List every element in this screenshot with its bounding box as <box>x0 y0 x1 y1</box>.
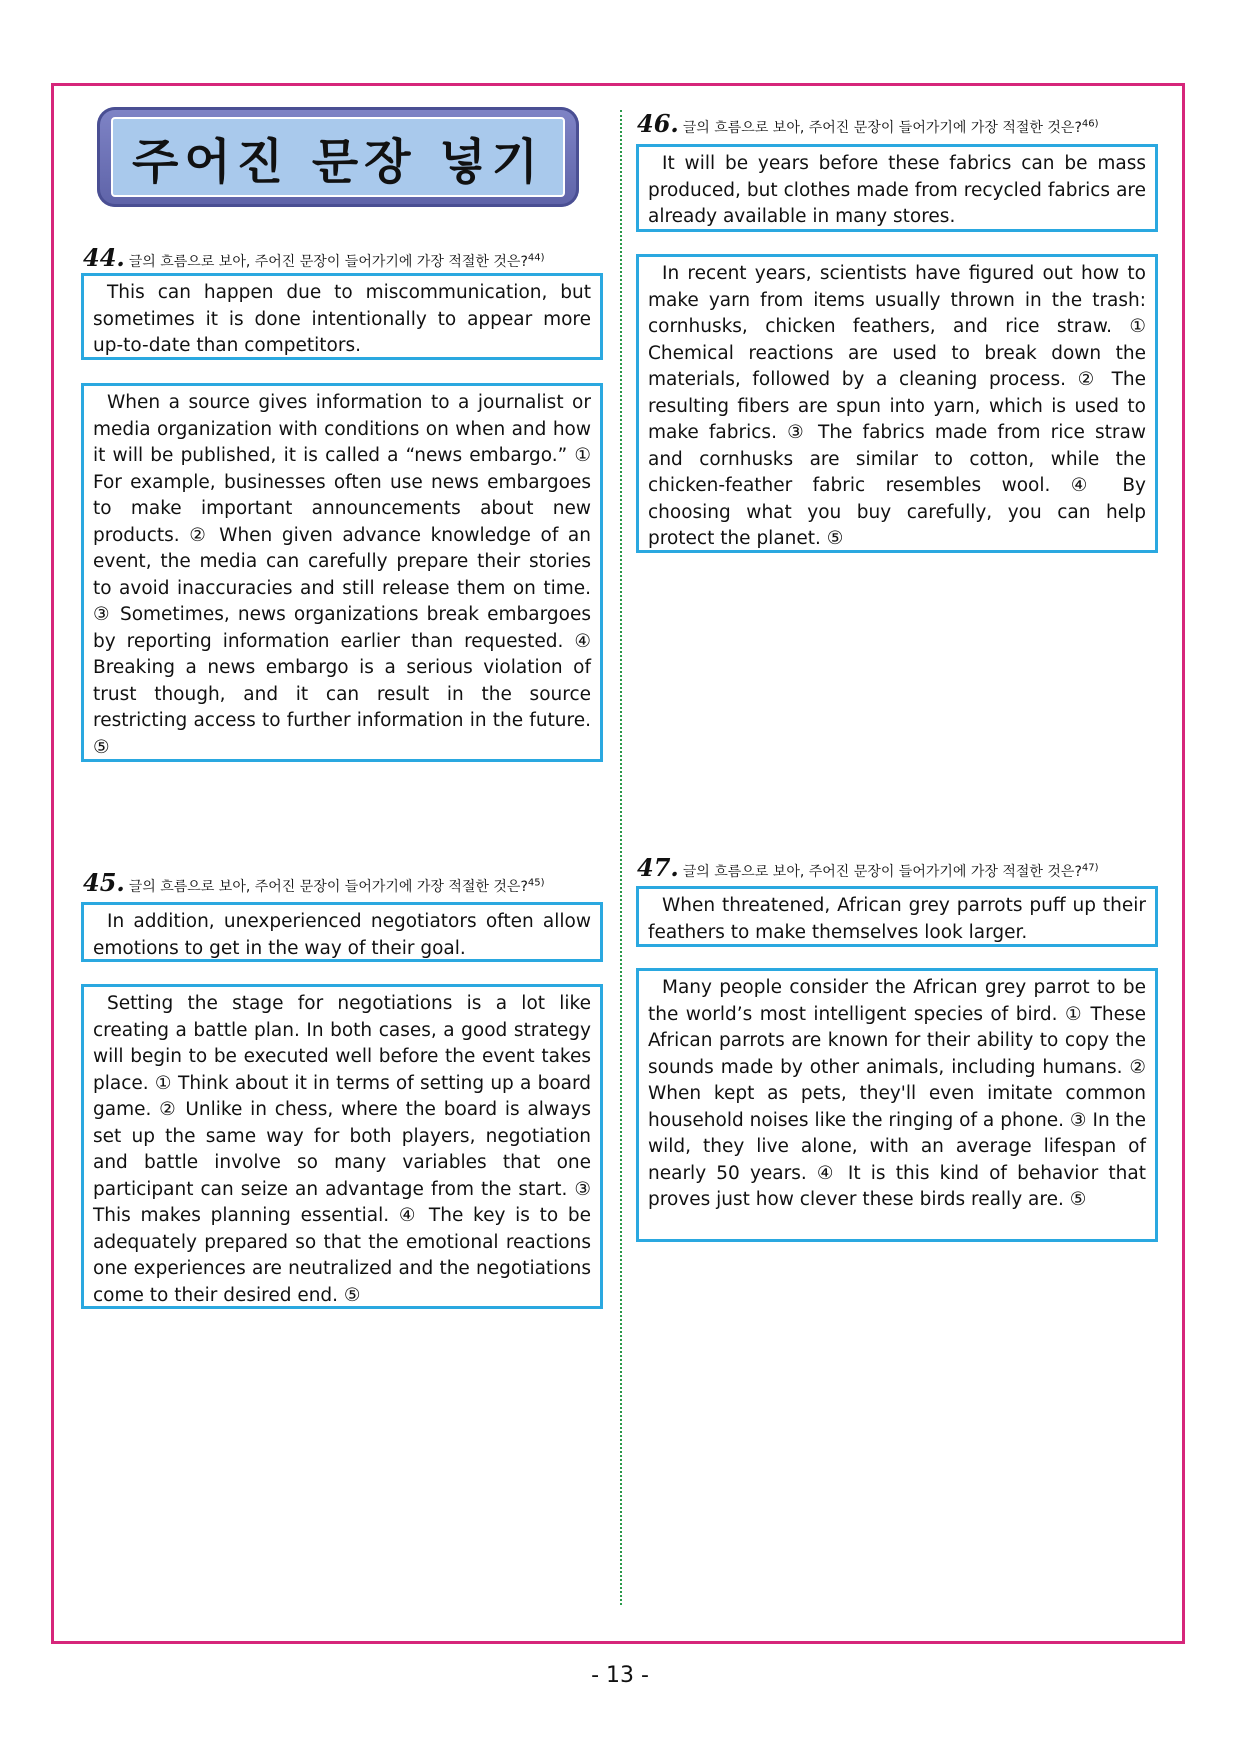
question-reference: 47) <box>1081 862 1099 874</box>
question-instruction: 글의 흐름으로 보아, 주어진 문장이 들어가기에 가장 적절한 것은? <box>128 254 528 270</box>
question-instruction: 글의 흐름으로 보아, 주어진 문장이 들어가기에 가장 적절한 것은? <box>682 120 1082 136</box>
question-number: 44. <box>83 243 125 272</box>
question-45-heading <box>83 868 545 897</box>
question-46-given-sentence: It will be years before these fabrics can be mass produced, but clothes made from recycled fabrics are already available in many stores. <box>636 144 1158 232</box>
question-46-passage: In recent years, scientists have figured out how to make yarn from items usually thrown in the trash: cornhusks, chicken feathers, and rice straw. ① Chemical reactions are used to break down the materials, followed by a cleaning process. ② The resulting fibers are spun into yarn, which is used to make fabrics. ③ The fabrics made from rice straw and cornhusks are similar to cotton, while the chicken-feather fabric resembles wool. ④ By choosing what you buy carefully, you can help protect the planet. ⑤ <box>636 254 1158 553</box>
question-44-heading <box>83 243 545 272</box>
question-45-passage: Setting the stage for negotiations is a lot like creating a battle plan. In both cases, a good strategy will begin to be executed well before the event takes place. ① Think about it in terms of setting up a board game. ② Unlike in chess, where the board is always set up the same way for both players, negotiation and battle involve so many variables that one participant can seize an advantage from the start. ③ This makes planning essential. ④ The key is to be adequately prepared so that the emotional reactions one experiences are neutralized and the negotiations come to their desired end. ⑤ <box>81 984 603 1309</box>
question-47-passage: Many people consider the African grey parrot to be the world’s most intelligent species of bird. ① These African parrots are known for their ability to copy the sounds made by other animals, including humans. ② When kept as pets, they'll even imitate common household noises like the ringing of a phone. ③ In the wild, they live alone, with an average lifespan of nearly 50 years. ④ It is this kind of behavior that proves just how clever these birds really are. ⑤ <box>636 968 1158 1242</box>
question-44-passage: When a source gives information to a journalist or media organization with conditions on when and how it will be published, it is called a “news embargo.” ① For example, businesses often use news embargoes to make important announcements about new products. ② When given advance knowledge of an event, the media can carefully prepare their stories to avoid inaccuracies and still release them on time. ③ Sometimes, news organizations break embargoes by reporting information earlier than requested. ④ Breaking a news embargo is a serious violation of trust though, and it can result in the source restricting access to further information in the future. ⑤ <box>81 383 603 762</box>
column-divider <box>620 110 622 1605</box>
section-title-banner <box>97 107 579 207</box>
question-instruction: 글의 흐름으로 보아, 주어진 문장이 들어가기에 가장 적절한 것은? <box>682 864 1082 880</box>
question-reference: 44) <box>527 252 545 264</box>
question-reference: 46) <box>1081 118 1099 130</box>
question-44-given-sentence: This can happen due to miscommunication, but sometimes it is done intentionally to appear more up-to-date than competitors. <box>81 273 603 360</box>
section-title-plate <box>111 117 565 197</box>
question-47-heading <box>637 853 1099 882</box>
page-number: - 13 - <box>591 1663 649 1688</box>
question-47-given-sentence: When threatened, African grey parrots puff up their feathers to make themselves look larger. <box>636 886 1158 947</box>
question-number: 45. <box>83 868 125 897</box>
section-title: 주어진 문장 넣기 <box>132 133 544 190</box>
question-45-given-sentence: In addition, unexperienced negotiators often allow emotions to get in the way of their goal. <box>81 902 603 962</box>
question-number: 46. <box>637 109 679 138</box>
question-46-heading <box>637 109 1099 138</box>
question-instruction: 글의 흐름으로 보아, 주어진 문장이 들어가기에 가장 적절한 것은? <box>128 879 528 895</box>
question-reference: 45) <box>527 877 545 889</box>
question-number: 47. <box>637 853 679 882</box>
